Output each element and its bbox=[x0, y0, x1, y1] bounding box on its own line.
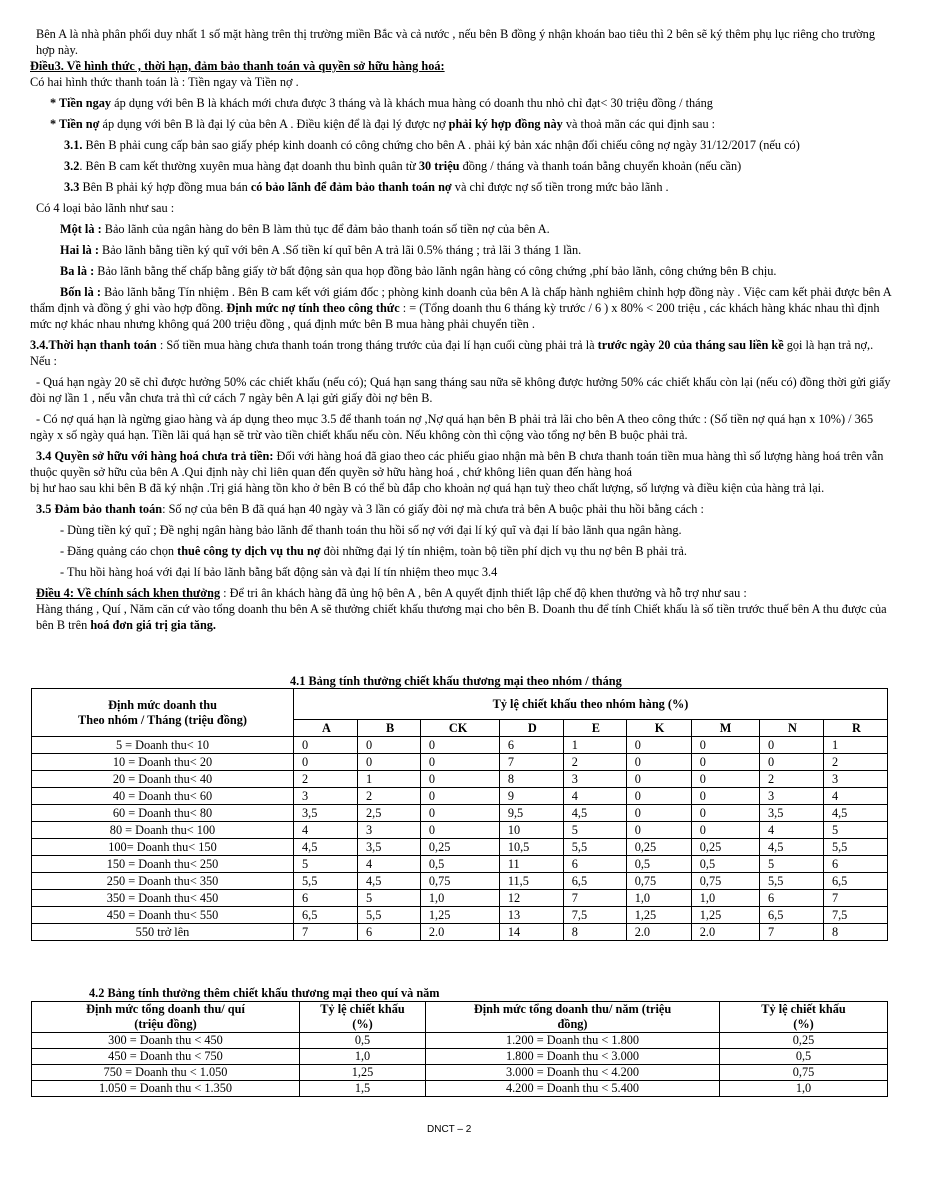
table-2-head-year bbox=[426, 1002, 720, 1033]
clause-3-3 bbox=[30, 179, 896, 195]
recovery-2-text-2: đòi những đại lý tín nhiệm, toàn bộ tiền phí dịch vụ thu nợ bên B phải trả. bbox=[320, 544, 687, 558]
discount-cell: 2 bbox=[563, 754, 626, 771]
category-header: N bbox=[759, 720, 823, 737]
revenue-range: 350 = Doanh thu< 450 bbox=[32, 890, 294, 907]
discount-cell: 5 bbox=[294, 856, 358, 873]
guarantee-2 bbox=[30, 242, 896, 258]
clause-3-5-label: 3.5 Đảm bảo thanh toán bbox=[36, 502, 163, 516]
revenue-range: 5 = Doanh thu< 10 bbox=[32, 737, 294, 754]
guarantee-2-label: Hai là : bbox=[60, 243, 99, 257]
table-row bbox=[32, 873, 888, 890]
discount-cell: 0 bbox=[759, 737, 823, 754]
intro-text: Bên A là nhà phân phối duy nhất 1 số mặt hàng trên thị trường miền Bắc và cả nước , nếu bên B đồng ý nhận khoán bao tiêu thì 2 bên sẽ ký thêm phụ lục riêng cho trường hợp này. bbox=[36, 27, 875, 57]
ownership-cont-text: bị hư hao sau khi bên B đã ký nhận .Trị giá hàng tồn kho ở bên B có thể bù đắp cho khoản nợ quá hạn tuỳ theo chất lượng, số lượng và điều kiện của hàng trả lại. bbox=[30, 481, 825, 495]
payment-forms bbox=[30, 74, 896, 90]
table-row bbox=[32, 1065, 888, 1081]
table-row bbox=[32, 907, 888, 924]
recovery-2 bbox=[30, 543, 896, 559]
overdue-rule-2-text: - Có nợ quá hạn là ngừng giao hàng và áp dụng theo mục 3.5 để thanh toán nợ ,Nợ quá hạn bên B phải trả lãi cho bên A theo công thức : (Số tiền nợ quá hạn x 10%) / 365 ngày x số ngày quá hạn. Tiền lãi quá hạn sẽ trừ vào tiền chiết khấu nếu còn. Nếu không còn thì cộng vào tổng nợ bên B buộc phải trả. bbox=[30, 412, 874, 442]
category-header: R bbox=[823, 720, 887, 737]
discount-cell: 0 bbox=[759, 754, 823, 771]
intro-paragraph bbox=[30, 26, 896, 58]
table-row bbox=[32, 1081, 888, 1097]
revenue-range: 450 = Doanh thu< 550 bbox=[32, 907, 294, 924]
reward-basis-bold: hoá đơn giá trị gia tăng. bbox=[90, 618, 217, 632]
discount-cell: 0 bbox=[626, 805, 691, 822]
clause-3-2 bbox=[30, 158, 896, 174]
guarantee-3-text: Bảo lãnh bằng thế chấp bằng giấy tờ bất động sản qua họp đồng bảo lãnh ngân hàng có công chứng ,phí bảo lãnh, công chứng bên B chịu. bbox=[94, 264, 777, 278]
table-2-header-row bbox=[32, 1002, 888, 1033]
table-row bbox=[32, 788, 888, 805]
discount-cell: 0 bbox=[357, 754, 420, 771]
credit-bold: phải ký hợp đồng này bbox=[448, 117, 563, 131]
discount-cell: 1,0 bbox=[691, 890, 759, 907]
discount-cell: 0 bbox=[691, 771, 759, 788]
cash-text: áp dụng với bên B là khách mới chưa được 3 tháng và là khách mua hàng có doanh thu nhỏ chỉ đạt< 30 triệu đồng / tháng bbox=[111, 96, 713, 110]
category-header: A bbox=[294, 720, 358, 737]
discount-cell: 0 bbox=[691, 754, 759, 771]
discount-cell: 0 bbox=[626, 771, 691, 788]
clause-3-4-deadline bbox=[30, 337, 896, 369]
table-2-head-year-rate bbox=[720, 1002, 888, 1033]
discount-cell: 3,5 bbox=[294, 805, 358, 822]
guarantee-4-text-1: Bảo lãnh bằng Tín nhiệm . Bên B cam kết với giám đốc ; phòng kinh doanh của bên A là chấp hành nghiêm chỉnh hợp đồng này . Việc cam kết phải được bên A thẩm định và đồng ý ghi vào hợp đồng. bbox=[30, 285, 891, 315]
category-header: B bbox=[357, 720, 420, 737]
discount-cell: 0 bbox=[420, 771, 499, 788]
ownership-text: Đối với hàng hoá đã giao theo các phiếu giao nhận mà bên B chưa thanh toán tiền mua hàng thì số lượng hàng hoá trên vẫn thuộc quyền sở hữu của bên A .Qui định này chỉ liên quan đến quyền sở hữu hàng hoá , chứ không liên quan đến hàng hoá bbox=[30, 449, 884, 479]
overdue-rule-2 bbox=[30, 411, 896, 443]
discount-cell: 0,75 bbox=[626, 873, 691, 890]
discount-cell: 13 bbox=[499, 907, 563, 924]
revenue-range: 250 = Doanh thu< 350 bbox=[32, 873, 294, 890]
category-header: E bbox=[563, 720, 626, 737]
h-quarter-1: Định mức tổng doanh thu/ quí bbox=[86, 1002, 245, 1016]
discount-cell: 11 bbox=[499, 856, 563, 873]
quarter-range: 300 = Doanh thu < 450 bbox=[32, 1033, 300, 1049]
clause-3-5 bbox=[30, 501, 896, 517]
discount-cell: 10 bbox=[499, 822, 563, 839]
discount-cell: 5,5 bbox=[563, 839, 626, 856]
discount-cell: 4 bbox=[823, 788, 887, 805]
article-3-title bbox=[30, 58, 896, 74]
discount-cell: 5 bbox=[357, 890, 420, 907]
guarantee-2-text: Bảo lãnh bằng tiền ký quĩ với bên A .Số tiền kí quĩ bên A trả lãi 0.5% tháng ; trả lãi 3 tháng 1 lần. bbox=[98, 243, 582, 257]
discount-cell: 8 bbox=[499, 771, 563, 788]
revenue-range: 80 = Doanh thu< 100 bbox=[32, 822, 294, 839]
h-quarter-2: (triệu đồng) bbox=[134, 1017, 197, 1031]
discount-cell: 6 bbox=[563, 856, 626, 873]
year-rate: 1,0 bbox=[720, 1081, 888, 1097]
discount-cell: 0 bbox=[420, 754, 499, 771]
recovery-3-text: - Thu hồi hàng hoá với đại lí bảo lãnh bằng bất động sản và đại lí tín nhiệm theo mục 3.4 bbox=[60, 565, 498, 579]
guarantee-3-label: Ba là : bbox=[60, 264, 95, 278]
discount-cell: 0 bbox=[357, 737, 420, 754]
discount-cell: 5,5 bbox=[357, 907, 420, 924]
year-range: 3.000 = Doanh thu < 4.200 bbox=[426, 1065, 720, 1081]
discount-cell: 0,75 bbox=[420, 873, 499, 890]
overdue-rule-1-text: - Quá hạn ngày 20 sẽ chỉ được hưởng 50% các chiết khấu (nếu có); Quá hạn sang tháng sau nữa sẽ không được hưởng 50% các chiết khấu còn lại (nếu có) đồng thời gửi giấy đòi nợ lần 1 , nếu vẫn chưa trả thì cứ cách 7 ngày bên A lại gửi giấy đòi nợ bên B. bbox=[30, 375, 891, 405]
discount-cell: 2 bbox=[823, 754, 887, 771]
discount-cell: 0,5 bbox=[691, 856, 759, 873]
discount-cell: 0 bbox=[294, 754, 358, 771]
article-4-text: : Để tri ân khách hàng đã ủng hộ bên A , bên A quyết định thiết lập chế độ khen thưởng và hỗ trợ như sau : bbox=[220, 586, 747, 600]
category-header: D bbox=[499, 720, 563, 737]
h-yrate-1: Tỷ lệ chiết khấu bbox=[761, 1002, 846, 1016]
discount-cell: 12 bbox=[499, 890, 563, 907]
reward-basis bbox=[30, 601, 896, 633]
head-left-line-1: Định mức doanh thu bbox=[108, 697, 217, 712]
discount-cell: 1,0 bbox=[420, 890, 499, 907]
overdue-rule-1 bbox=[30, 374, 896, 406]
discount-cell: 0 bbox=[626, 822, 691, 839]
discount-cell: 2 bbox=[759, 771, 823, 788]
discount-cell: 0 bbox=[420, 737, 499, 754]
clause-3-1-text: Bên B phải cung cấp bản sao giấy phép kinh doanh có công chứng cho bên A . phải ký bản xác nhận đối chiếu công nợ ngày 31/12/2017 (nếu có) bbox=[82, 138, 800, 152]
clause-3-2-bold: 30 triệu bbox=[418, 159, 460, 173]
quarter-rate: 1,25 bbox=[300, 1065, 426, 1081]
discount-cell: 4,5 bbox=[759, 839, 823, 856]
discount-cell: 6 bbox=[499, 737, 563, 754]
discount-cell: 0,25 bbox=[626, 839, 691, 856]
discount-cell: 3 bbox=[294, 788, 358, 805]
discount-cell: 8 bbox=[563, 924, 626, 941]
table-row bbox=[32, 822, 888, 839]
discount-cell: 8 bbox=[823, 924, 887, 941]
table-row bbox=[32, 805, 888, 822]
discount-cell: 5,5 bbox=[294, 873, 358, 890]
discount-cell: 6,5 bbox=[823, 873, 887, 890]
article-3-heading: Điều3. Về hình thức , thời hạn, đảm bảo thanh toán và quyền sở hữu hàng hoá: bbox=[30, 59, 445, 73]
category-header: K bbox=[626, 720, 691, 737]
discount-cell: 1 bbox=[563, 737, 626, 754]
clause-3-1 bbox=[30, 137, 896, 153]
revenue-range: 40 = Doanh thu< 60 bbox=[32, 788, 294, 805]
clause-3-3-num: 3.3 bbox=[64, 180, 80, 194]
discount-cell: 4 bbox=[294, 822, 358, 839]
discount-cell: 0 bbox=[420, 822, 499, 839]
table-row bbox=[32, 1049, 888, 1065]
guarantee-4 bbox=[30, 284, 896, 332]
guarantee-4-bold: Định mức nợ tính theo công thức bbox=[226, 301, 400, 315]
discount-cell: 3 bbox=[563, 771, 626, 788]
category-header: CK bbox=[420, 720, 499, 737]
table-row bbox=[32, 754, 888, 771]
clause-3-2-num: 3.2 bbox=[64, 159, 80, 173]
table-1-body bbox=[32, 737, 888, 941]
guarantee-types bbox=[30, 200, 896, 216]
table-1-head-group: Tỷ lệ chiết khấu theo nhóm hàng (%) bbox=[294, 689, 888, 720]
discount-cell: 0,25 bbox=[420, 839, 499, 856]
discount-cell: 0 bbox=[626, 754, 691, 771]
year-rate: 0,75 bbox=[720, 1065, 888, 1081]
quarter-rate: 1,0 bbox=[300, 1049, 426, 1065]
discount-cell: 6 bbox=[294, 890, 358, 907]
discount-cell: 5 bbox=[823, 822, 887, 839]
guarantee-4-text-2: : = (Tổng doanh thu 6 tháng kỳ trước / 6 ) x 80% < 200 triệu , các khách hàng khác nhau thì định mức nợ khác nhau nhưng không quá 200 triệu đồng , quá định mức bên B mua hàng phải chuyển tiền . bbox=[30, 301, 880, 331]
table-row bbox=[32, 924, 888, 941]
revenue-range: 100= Doanh thu< 150 bbox=[32, 839, 294, 856]
h-yrate-2: (%) bbox=[793, 1017, 814, 1031]
discount-cell: 7,5 bbox=[563, 907, 626, 924]
recovery-3 bbox=[30, 564, 896, 580]
head-left-line-2: Theo nhóm / Tháng (triệu đồng) bbox=[78, 712, 247, 727]
discount-cell: 4 bbox=[563, 788, 626, 805]
discount-cell: 3 bbox=[357, 822, 420, 839]
discount-cell: 0 bbox=[626, 737, 691, 754]
discount-cell: 7 bbox=[499, 754, 563, 771]
discount-cell: 0,5 bbox=[420, 856, 499, 873]
discount-cell: 0 bbox=[420, 805, 499, 822]
table-1-header-row bbox=[32, 689, 888, 720]
discount-cell: 0,5 bbox=[626, 856, 691, 873]
discount-cell: 2.0 bbox=[626, 924, 691, 941]
discount-cell: 4,5 bbox=[294, 839, 358, 856]
discount-cell: 5 bbox=[759, 856, 823, 873]
discount-cell: 10,5 bbox=[499, 839, 563, 856]
guarantee-1-label: Một là : bbox=[60, 222, 102, 236]
discount-cell: 0 bbox=[420, 788, 499, 805]
discount-cell: 5,5 bbox=[823, 839, 887, 856]
ownership-cont bbox=[30, 480, 896, 496]
table-row bbox=[32, 737, 888, 754]
deadline-text-2: gọi là hạn trả nợ,. Nếu : bbox=[30, 338, 874, 368]
category-header: M bbox=[691, 720, 759, 737]
discount-cell: 7 bbox=[759, 924, 823, 941]
revenue-range: 550 trở lên bbox=[32, 924, 294, 941]
guarantee-4-label: Bốn là : bbox=[60, 285, 101, 299]
discount-cell: 3,5 bbox=[357, 839, 420, 856]
discount-cell: 6 bbox=[759, 890, 823, 907]
year-rate: 0,25 bbox=[720, 1033, 888, 1049]
document-body bbox=[30, 26, 896, 638]
quarterly-yearly-discount-table bbox=[31, 1001, 888, 1097]
credit-label: * Tiền nợ bbox=[50, 117, 100, 131]
discount-cell: 1,25 bbox=[420, 907, 499, 924]
table-row bbox=[32, 839, 888, 856]
article-4-heading: Điều 4: Về chính sách khen thưởng bbox=[36, 586, 221, 600]
discount-cell: 2 bbox=[357, 788, 420, 805]
table-2-head-quarter bbox=[32, 1002, 300, 1033]
revenue-range: 20 = Doanh thu< 40 bbox=[32, 771, 294, 788]
clause-3-5-text: : Số nợ của bên B đã quá hạn 40 ngày và 3 lần có giấy đòi nợ mà chưa trả bên A buộc phải thu hồi bằng cách : bbox=[162, 502, 704, 516]
discount-cell: 5,5 bbox=[759, 873, 823, 890]
h-qrate-1: Tỷ lệ chiết khấu bbox=[320, 1002, 405, 1016]
table-1-head-left bbox=[32, 689, 294, 737]
discount-cell: 2 bbox=[294, 771, 358, 788]
article-4 bbox=[30, 585, 896, 601]
revenue-range: 150 = Doanh thu< 250 bbox=[32, 856, 294, 873]
table-row bbox=[32, 1033, 888, 1049]
discount-cell: 2.0 bbox=[420, 924, 499, 941]
clause-3-2-text-2: đồng / tháng và thanh toán bằng chuyển khoản (nếu cần) bbox=[459, 159, 742, 173]
discount-cell: 7 bbox=[294, 924, 358, 941]
clause-3-1-num: 3.1. bbox=[64, 138, 83, 152]
recovery-2-bold: thuê công ty dịch vụ thu nợ bbox=[177, 544, 321, 558]
table-row bbox=[32, 771, 888, 788]
table-2-caption: 4.2 Bảng tính thưởng thêm chiết khấu thương mại theo quí và năm bbox=[89, 986, 440, 1000]
year-range: 1.200 = Doanh thu < 1.800 bbox=[426, 1033, 720, 1049]
discount-cell: 0,25 bbox=[691, 839, 759, 856]
credit-payment bbox=[30, 116, 896, 132]
h-year-2: đồng) bbox=[557, 1017, 588, 1031]
guarantee-3 bbox=[30, 263, 896, 279]
discount-cell: 0,75 bbox=[691, 873, 759, 890]
clause-3-3-text-2: và chỉ được nợ số tiền trong mức bảo lãnh . bbox=[451, 180, 669, 194]
discount-cell: 14 bbox=[499, 924, 563, 941]
payment-forms-text: Có hai hình thức thanh toán là : Tiền ngay và Tiền nợ . bbox=[30, 75, 299, 89]
year-rate: 0,5 bbox=[720, 1049, 888, 1065]
h-qrate-2: (%) bbox=[352, 1017, 373, 1031]
table-row bbox=[32, 890, 888, 907]
revenue-range: 10 = Doanh thu< 20 bbox=[32, 754, 294, 771]
discount-cell: 4,5 bbox=[823, 805, 887, 822]
credit-text-2: và thoả mãn các qui định sau : bbox=[562, 117, 716, 131]
clause-3-3-bold: có bảo lãnh để đảm bảo thanh toán nợ bbox=[250, 180, 452, 194]
cash-payment bbox=[30, 95, 896, 111]
year-range: 4.200 = Doanh thu < 5.400 bbox=[426, 1081, 720, 1097]
clause-3-4-ownership bbox=[30, 448, 896, 480]
cash-label: * Tiền ngay bbox=[50, 96, 112, 110]
discount-cell: 0 bbox=[691, 822, 759, 839]
discount-cell: 0 bbox=[691, 737, 759, 754]
discount-cell: 6,5 bbox=[294, 907, 358, 924]
h-year-1: Định mức tổng doanh thu/ năm (triệu bbox=[473, 1002, 672, 1016]
discount-cell: 3,5 bbox=[759, 805, 823, 822]
discount-cell: 5 bbox=[563, 822, 626, 839]
page-footer: DNCT – 2 bbox=[427, 1124, 472, 1135]
clause-3-3-text-1: Bên B phải ký hợp đồng mua bán bbox=[79, 180, 251, 194]
credit-text-1: áp dụng với bên B là đại lý của bên A . Điều kiện để là đại lý được nợ bbox=[99, 117, 449, 131]
guarantee-1 bbox=[30, 221, 896, 237]
discount-cell: 9 bbox=[499, 788, 563, 805]
deadline-text-1: : Số tiền mua hàng chưa thanh toán trong tháng trước của đại lí hạn cuối cùng phải trả là bbox=[156, 338, 598, 352]
discount-cell: 4 bbox=[357, 856, 420, 873]
discount-cell: 6,5 bbox=[563, 873, 626, 890]
deadline-bold: trước ngày 20 của tháng sau liền kề bbox=[597, 338, 784, 352]
deadline-label: 3.4.Thời hạn thanh toán bbox=[30, 338, 157, 352]
ownership-label: 3.4 Quyền sở hữu với hàng hoá chưa trả tiền: bbox=[36, 449, 274, 463]
discount-cell: 2.0 bbox=[691, 924, 759, 941]
year-range: 1.800 = Doanh thu < 3.000 bbox=[426, 1049, 720, 1065]
discount-cell: 6,5 bbox=[759, 907, 823, 924]
table-row bbox=[32, 856, 888, 873]
discount-cell: 6 bbox=[823, 856, 887, 873]
guarantee-types-text: Có 4 loại bảo lãnh như sau : bbox=[36, 201, 175, 215]
recovery-1-text: - Dùng tiền ký quĩ ; Đề nghị ngân hàng bảo lãnh để thanh toán thu hồi số nợ với đại lí ký quĩ và đại lí bảo lãnh qua ngân hàng. bbox=[60, 523, 682, 537]
discount-cell: 1,25 bbox=[626, 907, 691, 924]
discount-cell: 7 bbox=[563, 890, 626, 907]
quarter-range: 750 = Doanh thu < 1.050 bbox=[32, 1065, 300, 1081]
discount-cell: 11,5 bbox=[499, 873, 563, 890]
quarter-range: 450 = Doanh thu < 750 bbox=[32, 1049, 300, 1065]
discount-cell: 3 bbox=[823, 771, 887, 788]
discount-cell: 1 bbox=[823, 737, 887, 754]
clause-3-2-text-1: . Bên B cam kết thường xuyên mua hàng đạt doanh thu bình quân từ bbox=[79, 159, 419, 173]
discount-cell: 0 bbox=[691, 805, 759, 822]
discount-cell: 3 bbox=[759, 788, 823, 805]
discount-cell: 2,5 bbox=[357, 805, 420, 822]
table-2-body bbox=[32, 1033, 888, 1097]
table-2-head-quarter-rate bbox=[300, 1002, 426, 1033]
table-1-caption: 4.1 Bảng tính thưởng chiết khấu thương mại theo nhóm / tháng bbox=[290, 674, 622, 688]
discount-cell: 1 bbox=[357, 771, 420, 788]
discount-cell: 7,5 bbox=[823, 907, 887, 924]
discount-cell: 9,5 bbox=[499, 805, 563, 822]
discount-cell: 4,5 bbox=[357, 873, 420, 890]
reward-basis-text: Hàng tháng , Quí , Năm căn cứ vào tổng doanh thu bên A sẽ thưởng chiết khấu thương mại cho bên B. Doanh thu để tính Chiết khấu là số tiền trước thuế bên A thu được của bên B trên bbox=[36, 602, 887, 632]
discount-cell: 1,0 bbox=[626, 890, 691, 907]
recovery-2-text-1: - Đăng quảng cáo chọn bbox=[60, 544, 178, 558]
guarantee-1-text: Bảo lãnh của ngân hàng do bên B làm thủ tục để đảm bảo thanh toán số tiền nợ của bên A. bbox=[101, 222, 550, 236]
discount-cell: 0 bbox=[691, 788, 759, 805]
discount-cell: 4,5 bbox=[563, 805, 626, 822]
revenue-range: 60 = Doanh thu< 80 bbox=[32, 805, 294, 822]
discount-cell: 1,25 bbox=[691, 907, 759, 924]
recovery-1 bbox=[30, 522, 896, 538]
discount-cell: 7 bbox=[823, 890, 887, 907]
discount-cell: 0 bbox=[294, 737, 358, 754]
quarter-rate: 1,5 bbox=[300, 1081, 426, 1097]
discount-cell: 6 bbox=[357, 924, 420, 941]
discount-cell: 4 bbox=[759, 822, 823, 839]
quarter-rate: 0,5 bbox=[300, 1033, 426, 1049]
discount-cell: 0 bbox=[626, 788, 691, 805]
monthly-discount-table bbox=[31, 688, 888, 941]
quarter-range: 1.050 = Doanh thu < 1.350 bbox=[32, 1081, 300, 1097]
